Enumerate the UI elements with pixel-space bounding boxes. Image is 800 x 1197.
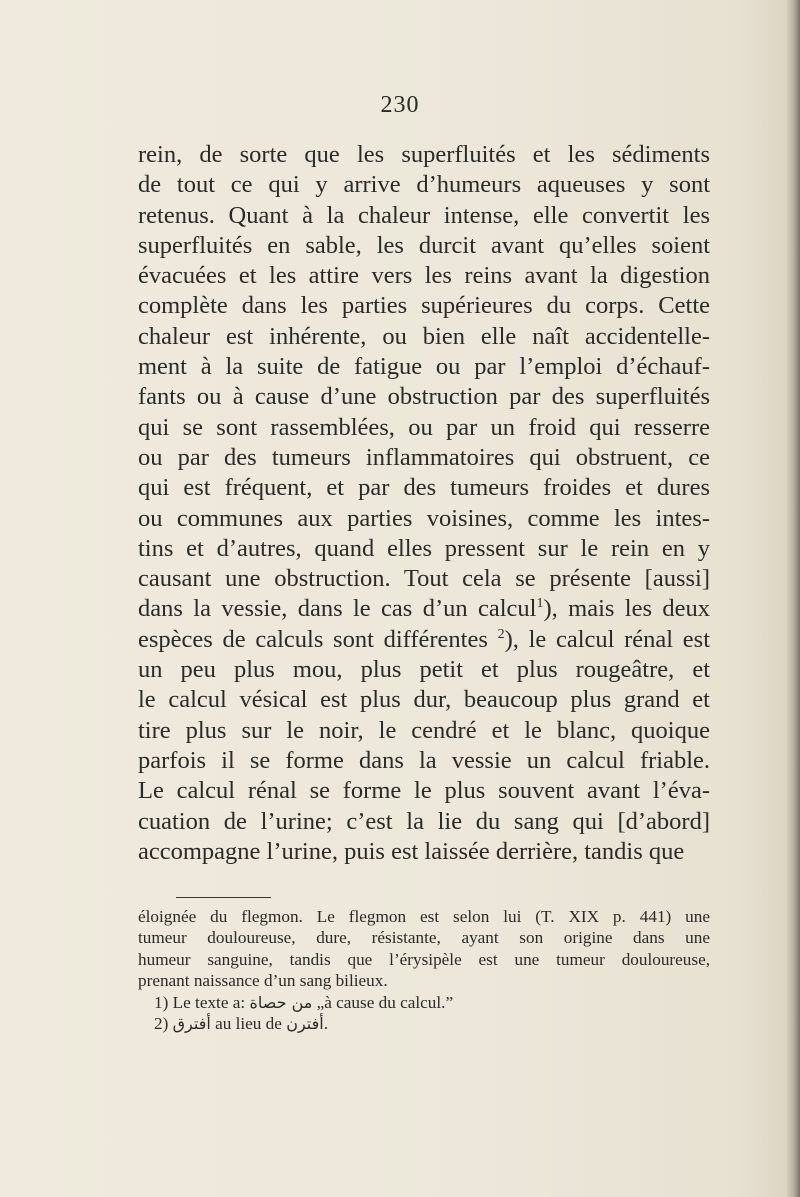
text-line: cuation de l’urine; c’est la lie du sang qui [d’abord] — [138, 807, 710, 835]
footnote-1-prefix: Le texte a: — [172, 992, 246, 1012]
footnote-1-arabic: من حصاة — [249, 992, 313, 1012]
footnote-continuation-line: tumeur douloureuse, dure, résistante, ayant son origine dans une — [138, 928, 710, 948]
text-line: rein, de sorte que les superfluités et les sédiments — [138, 141, 710, 168]
footnote-2-arabic-reading: أفترق — [172, 1014, 211, 1034]
text-line-footnote-ref-1 — [138, 594, 710, 624]
text-line: ou par des tumeurs inflammatoires qui obstruent, ce — [138, 443, 710, 471]
footnote-2-middle: au lieu de — [215, 1014, 282, 1034]
footnote-separator — [176, 897, 271, 898]
line-text: espèces de calculs sont différentes — [138, 625, 488, 653]
text-line: accompagne l’urine, puis est laissée derrière, tandis que — [138, 837, 685, 865]
text-line: ment à la suite de fatigue ou par l’emploi d’échauf- — [138, 353, 710, 381]
text-line: qui se sont rassemblées, ou par un froid qui resserre — [138, 413, 710, 441]
text-line: parfois il se forme dans la vessie un calcul friable. — [138, 746, 710, 774]
footnote-continuation-line: éloignée du flegmon. Le flegmon est selon lui (T. XIX p. 441) une — [138, 907, 710, 926]
footnote-continuation-line: humeur sanguine, tandis que l’érysipèle est une tumeur douloureuse, — [138, 949, 710, 969]
footnote-2-marker: 2) — [154, 1014, 169, 1034]
text-line: tins et d’autres, quand elles pressent sur le rein en y — [138, 534, 710, 562]
footnote-2-end: . — [323, 1014, 328, 1034]
footnote-2 — [138, 1013, 710, 1034]
text-line: évacuées et les attire vers les reins avant la digestion — [138, 262, 710, 290]
footnote-1 — [138, 992, 710, 1013]
footnotes — [138, 906, 710, 1034]
text-line: retenus. Quant à la chaleur intense, elle convertit les — [138, 201, 710, 229]
text-line: ou communes aux parties voisines, comme les intes- — [138, 504, 710, 532]
text-line: complète dans les parties supérieures du corps. Cette — [138, 292, 710, 320]
text-line: qui est fréquent, et par des tumeurs froides et dures — [138, 474, 710, 502]
line-text: ), le calcul rénal est — [504, 625, 711, 653]
text-line: causant une obstruction. Tout cela se présente [aussi] — [138, 565, 710, 593]
page-number: 230 — [380, 92, 420, 118]
text-line: fants ou à cause d’une obstruction par des superfluités — [138, 383, 710, 411]
text-line: un peu plus mou, plus petit et plus rougeâtre, et — [138, 656, 710, 684]
text-line: Le calcul rénal se forme le plus souvent avant l’éva- — [138, 777, 710, 805]
footnote-1-translation: „à cause du calcul.” — [316, 992, 454, 1012]
line-text: dans la vessie, dans le cas d’un calcul — [138, 595, 537, 623]
main-text — [138, 140, 710, 867]
page-edge-shadow — [786, 0, 800, 1197]
text-line-footnote-ref-2 — [138, 625, 710, 655]
footnote-continuation-line: prenant naissance d’un sang bilieux. — [138, 971, 388, 991]
text-line: le calcul vésical est plus dur, beaucoup plus grand et — [138, 686, 710, 714]
footnote-ref-2: 2 — [497, 626, 505, 642]
footnote-1-marker: 1) — [154, 992, 169, 1012]
text-line: chaleur est inhérente, ou bien elle naît accidentelle- — [138, 322, 710, 350]
footnote-ref-1: 1 — [536, 596, 544, 612]
footnote-2-arabic-original: أفترن — [286, 1014, 324, 1034]
line-text: ), mais les deux — [543, 595, 711, 623]
text-line: tire plus sur le noir, le cendré et le blanc, quoique — [138, 716, 710, 744]
text-line: de tout ce qui y arrive d’humeurs aqueuses y sont — [138, 171, 710, 199]
text-line: superfluités en sable, les durcit avant qu’elles soient — [138, 231, 710, 259]
